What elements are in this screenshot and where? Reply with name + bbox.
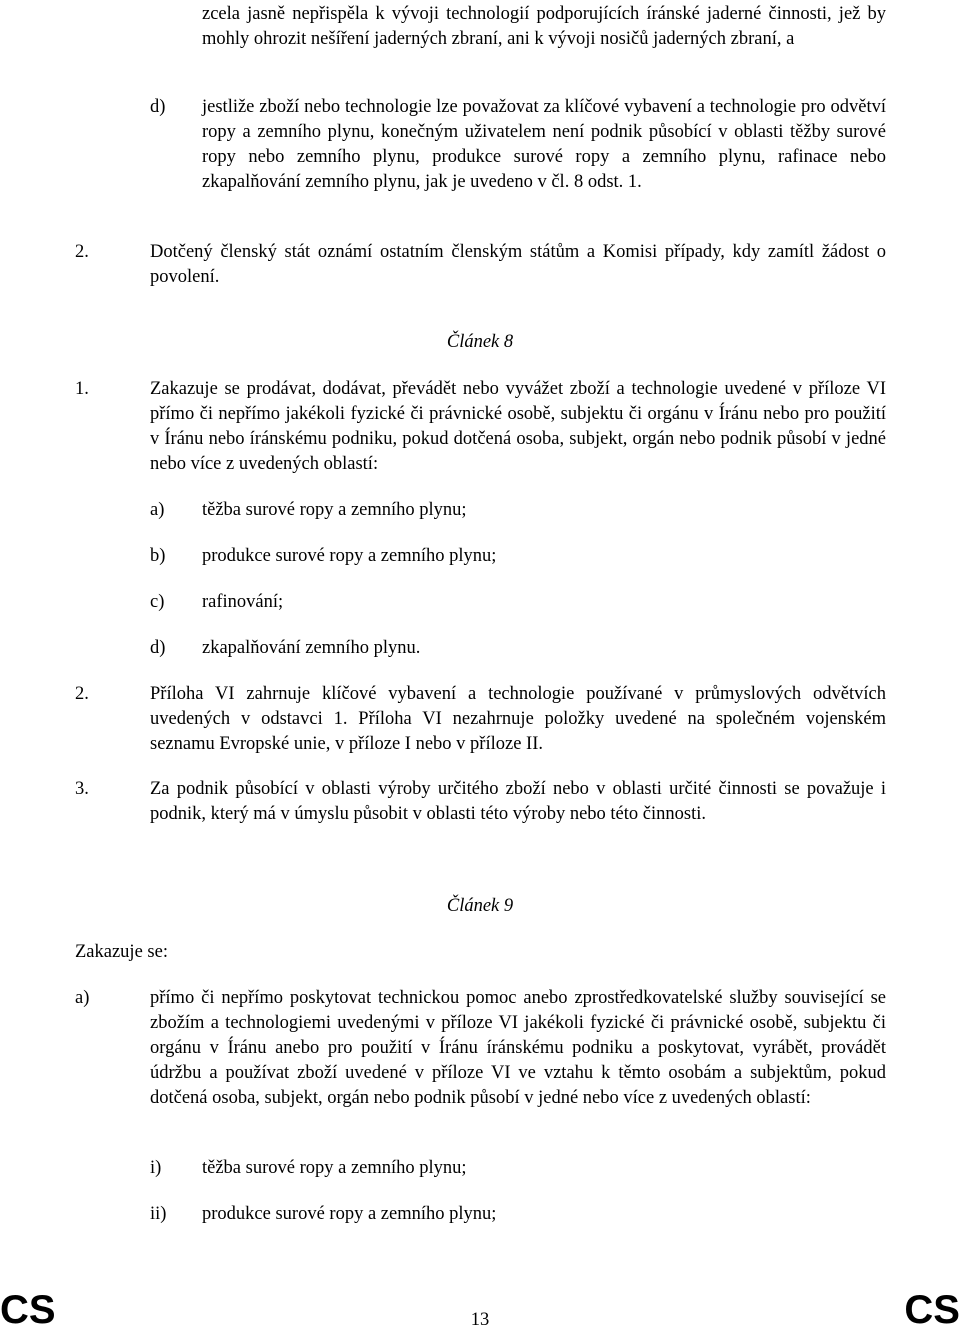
article-8-item-c-text: rafinování; bbox=[202, 592, 284, 612]
article-9-subitem-i-text: těžba surové ropy a zemního plynu; bbox=[202, 1158, 467, 1178]
article-8-item-a-text: těžba surové ropy a zemního plynu; bbox=[202, 500, 467, 520]
article-9-subitem-ii-text: produkce surové ropy a zemního plynu; bbox=[202, 1204, 497, 1224]
article-8-item-b-text: produkce surové ropy a zemního plynu; bbox=[202, 546, 497, 566]
footer-language-code-left: CS bbox=[0, 1288, 56, 1332]
item-c-continuation: zcela jasně nepřispěla k vývoji technologií podporujících íránské jaderné činnosti, jež by mohly ohrozit nešíření jaderných zbraní, ani k vývoji nosičů jaderných zbraní, a bbox=[202, 4, 886, 49]
article-9-subitem-ii-marker: ii) bbox=[150, 1204, 167, 1224]
article-9-heading: Článek 9 bbox=[446, 896, 514, 916]
article-8-paragraph-1-marker: 1. bbox=[75, 379, 89, 399]
item-d-text: jestliže zboží nebo technologie lze považovat za klíčové vybavení a technologie pro odvětví ropy a zemního plynu, konečným uživatelem není podnik působící v oblasti těžby surové ropy nebo zemního plynu, produkce surové ropy a zemního plynu, rafinace nebo zkapalňování zemního plynu, jak je uvedeno v čl. 8 odst. 1. bbox=[202, 97, 886, 192]
article-8-paragraph-2-marker: 2. bbox=[75, 684, 89, 704]
article-9-item-a-text: přímo či nepřímo poskytovat technickou pomoc anebo zprostředkovatelské služby související se zbožím a technologiemi uvedenými v příloze VI jakékoli fyzické či právnické osobě, subjektu či orgánu v Íránu anebo pro použití v Íránu íránskému podniku a poskytovat, vyrábět, provádět údržbu a používat zboží uvedené v příloze VI ve vztahu k těmto osobám a subjektům, pokud dotčená osoba, subjekt, orgán nebo podnik působí v jedné nebo více z uvedených oblastí: bbox=[150, 988, 886, 1108]
article-8-item-a-marker: a) bbox=[150, 500, 165, 520]
article-8-paragraph-2-text: Příloha VI zahrnuje klíčové vybavení a technologie používané v průmyslových odvětvích uvedených v odstavci 1. Příloha VI nezahrnuje položky uvedené na společném vojenském seznamu Evropské unie, v příloze I nebo v příloze II. bbox=[150, 684, 886, 754]
article-8-paragraph-3-marker: 3. bbox=[75, 779, 89, 799]
article-8-paragraph-3-text: Za podnik působící v oblasti výroby určitého zboží nebo v oblasti určité činnosti se považuje i podnik, který má v úmyslu působit v oblasti této výroby nebo této činnosti. bbox=[150, 779, 886, 824]
paragraph-2-text: Dotčený členský stát oznámí ostatním členským státům a Komisi případy, kdy zamítl žádost o povolení. bbox=[150, 242, 886, 287]
article-8-item-c-marker: c) bbox=[150, 592, 165, 612]
page-number: 13 bbox=[470, 1310, 490, 1330]
article-9-subitem-i-marker: i) bbox=[150, 1158, 162, 1178]
article-9-item-a-marker: a) bbox=[75, 988, 90, 1008]
article-8-paragraph-1-text: Zakazuje se prodávat, dodávat, převádět nebo vyvážet zboží a technologie uvedené v příloze VI přímo či nepřímo jakékoli fyzické či právnické osobě, subjektu či orgánu v Íránu nebo pro použití v Íránu nebo íránskému podniku, pokud dotčená osoba, subjekt, orgán nebo podnik působí v jedné nebo více z uvedených oblastí: bbox=[150, 379, 886, 474]
item-d-marker: d) bbox=[150, 97, 166, 117]
paragraph-2-marker: 2. bbox=[75, 242, 89, 262]
article-8-item-d-text: zkapalňování zemního plynu. bbox=[202, 638, 421, 658]
article-8-item-d-marker: d) bbox=[150, 638, 166, 658]
footer-language-code-right: CS bbox=[904, 1288, 960, 1332]
article-8-item-b-marker: b) bbox=[150, 546, 166, 566]
article-8-heading: Článek 8 bbox=[446, 332, 514, 352]
article-9-intro: Zakazuje se: bbox=[75, 942, 168, 962]
